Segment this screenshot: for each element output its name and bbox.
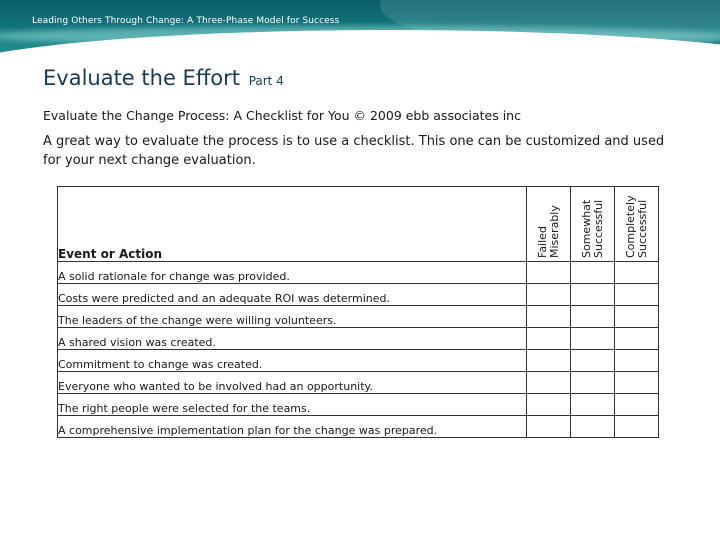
checklist-table xyxy=(57,186,659,438)
rating-cell-failed[interactable] xyxy=(527,372,571,394)
event-cell: Costs were predicted and an adequate ROI was determined. xyxy=(58,284,527,306)
event-cell: The right people were selected for the teams. xyxy=(58,394,527,416)
rating-cell-failed[interactable] xyxy=(527,350,571,372)
rating-cell-completely[interactable] xyxy=(615,328,659,350)
table-row xyxy=(58,262,659,284)
rating-cell-somewhat[interactable] xyxy=(571,372,615,394)
rating-cell-failed[interactable] xyxy=(527,306,571,328)
event-cell: A solid rationale for change was provided. xyxy=(58,262,527,284)
rating-header-line: Miserably xyxy=(547,205,561,258)
event-cell: The leaders of the change were willing volunteers. xyxy=(58,306,527,328)
rating-cell-somewhat[interactable] xyxy=(571,328,615,350)
rating-cell-failed[interactable] xyxy=(527,262,571,284)
table-row xyxy=(58,394,659,416)
event-column-header: Event or Action xyxy=(58,187,527,262)
table-row xyxy=(58,416,659,438)
rating-header-completely xyxy=(615,187,659,262)
event-cell: A comprehensive implementation plan for the change was prepared. xyxy=(58,416,527,438)
rating-header-failed xyxy=(527,187,571,262)
page-title-text: Evaluate the Effort xyxy=(43,66,240,90)
rating-cell-failed[interactable] xyxy=(527,284,571,306)
rating-cell-completely[interactable] xyxy=(615,306,659,328)
header-title: Leading Others Through Change: A Three-Phase Model for Success xyxy=(32,16,340,26)
rating-cell-somewhat[interactable] xyxy=(571,262,615,284)
rating-cell-completely[interactable] xyxy=(615,416,659,438)
rating-header-somewhat xyxy=(571,187,615,262)
rating-cell-failed[interactable] xyxy=(527,394,571,416)
rating-header-line: Completely xyxy=(623,195,637,258)
rating-cell-completely[interactable] xyxy=(615,262,659,284)
checklist-header-row xyxy=(58,187,659,262)
rating-cell-completely[interactable] xyxy=(615,394,659,416)
rating-cell-somewhat[interactable] xyxy=(571,394,615,416)
rating-cell-failed[interactable] xyxy=(527,416,571,438)
rating-cell-completely[interactable] xyxy=(615,284,659,306)
rating-header-line: Successful xyxy=(591,199,605,258)
rating-cell-completely[interactable] xyxy=(615,350,659,372)
rating-cell-somewhat[interactable] xyxy=(571,350,615,372)
intro-paragraph: A great way to evaluate the process is to use a checklist. This one can be customized and used for your next change evaluation. xyxy=(43,134,665,168)
rating-header-line: Somewhat xyxy=(579,199,593,258)
rating-cell-somewhat[interactable] xyxy=(571,416,615,438)
event-cell: Everyone who wanted to be involved had an opportunity. xyxy=(58,372,527,394)
event-cell: Commitment to change was created. xyxy=(58,350,527,372)
table-row xyxy=(58,328,659,350)
rating-cell-somewhat[interactable] xyxy=(571,306,615,328)
rating-header-line: Successful xyxy=(635,199,649,258)
table-row xyxy=(58,284,659,306)
page-title-part: Part 4 xyxy=(248,74,284,88)
rating-header-line: Failed xyxy=(535,226,549,258)
header-band xyxy=(0,0,720,62)
table-row xyxy=(58,350,659,372)
rating-cell-somewhat[interactable] xyxy=(571,284,615,306)
rating-cell-failed[interactable] xyxy=(527,328,571,350)
table-row xyxy=(58,372,659,394)
event-cell: A shared vision was created. xyxy=(58,328,527,350)
page-title xyxy=(43,66,284,90)
table-row xyxy=(58,306,659,328)
page-subtitle: Evaluate the Change Process: A Checklist for You © 2009 ebb associates inc xyxy=(43,108,521,123)
rating-cell-completely[interactable] xyxy=(615,372,659,394)
